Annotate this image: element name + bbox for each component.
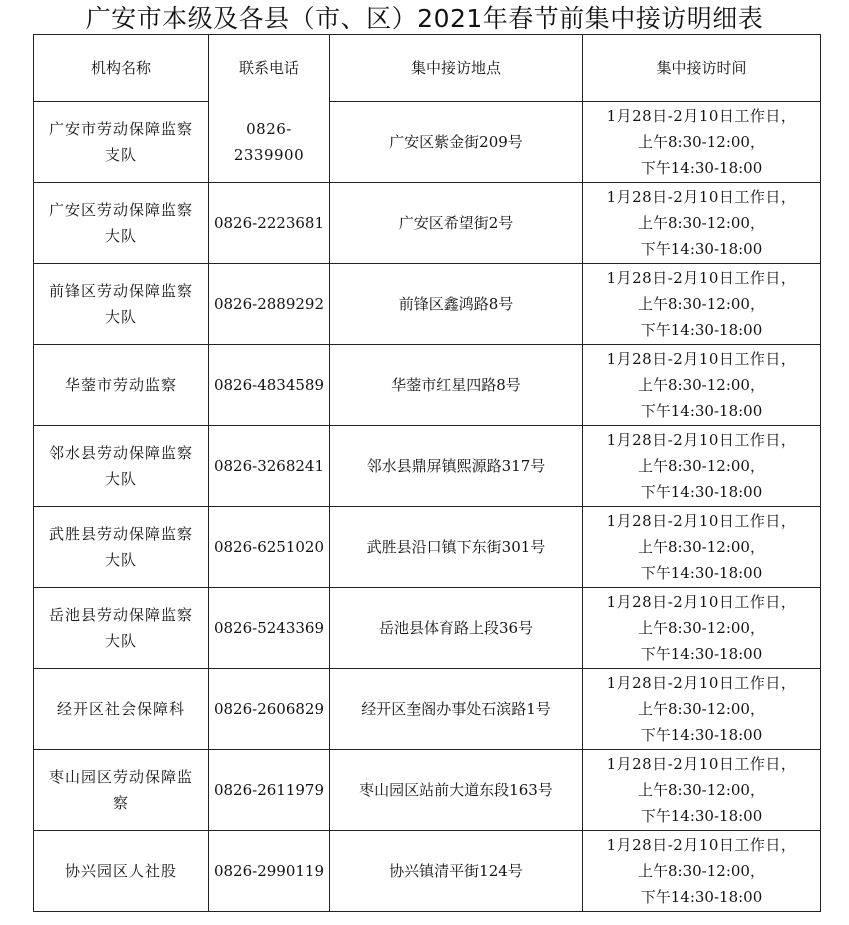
time-line-afternoon: 下午14:30-18:00: [640, 726, 763, 744]
table-row: [34, 183, 821, 264]
table-row: [34, 507, 821, 588]
org-name-cell: 武胜县劳动保障监察大队: [34, 507, 209, 588]
phone-cell: 0826-4834589: [209, 345, 330, 426]
table-row: [34, 588, 821, 669]
org-name-cell: 邻水县劳动保障监察大队: [34, 426, 209, 507]
address-cell: 经开区奎阁办事处石滨路1号: [330, 669, 583, 750]
time-line-afternoon: 下午14:30-18:00: [640, 321, 763, 339]
time-line-morning: 上午8:30-12:00，: [638, 295, 765, 313]
time-cell: [583, 345, 821, 426]
org-name-cell: 协兴园区人社股: [34, 831, 209, 912]
document-title: 广安市本级及各县（市、区）2021年春节前集中接访明细表: [85, 4, 764, 33]
org-name-cell: 经开区社会保障科: [34, 669, 209, 750]
time-line-afternoon: 下午14:30-18:00: [640, 402, 763, 420]
table-row: [34, 102, 821, 183]
time-line-dates: 1月28日-2月10日工作日，: [606, 269, 797, 287]
time-line-dates: 1月28日-2月10日工作日，: [606, 107, 797, 125]
time-line-dates: 1月28日-2月10日工作日，: [606, 836, 797, 854]
time-line-dates: 1月28日-2月10日工作日，: [606, 350, 797, 368]
phone-cell: 0826-2223681: [209, 183, 330, 264]
time-line-morning: 上午8:30-12:00，: [638, 862, 765, 880]
org-name-cell: 广安区劳动保障监察大队: [34, 183, 209, 264]
appointment-table: [33, 34, 821, 912]
phone-cell: 0826-2606829: [209, 669, 330, 750]
phone-cell: 0826-3268241: [209, 426, 330, 507]
time-cell: [583, 669, 821, 750]
time-line-dates: 1月28日-2月10日工作日，: [606, 674, 797, 692]
header-row: [34, 35, 821, 102]
time-line-dates: 1月28日-2月10日工作日，: [606, 755, 797, 773]
time-cell: [583, 831, 821, 912]
time-line-morning: 上午8:30-12:00，: [638, 457, 765, 475]
address-cell: 前锋区鑫鸿路8号: [330, 264, 583, 345]
table-row: [34, 426, 821, 507]
time-cell: [583, 426, 821, 507]
time-cell: [583, 102, 821, 183]
address-cell: 枣山园区站前大道东段163号: [330, 750, 583, 831]
table-row: [34, 750, 821, 831]
phone-cell: 0826-2990119: [209, 831, 330, 912]
time-line-morning: 上午8:30-12:00，: [638, 700, 765, 718]
header-name: 机构名称: [34, 35, 209, 102]
time-line-afternoon: 下午14:30-18:00: [640, 807, 763, 825]
time-line-dates: 1月28日-2月10日工作日，: [606, 512, 797, 530]
time-line-dates: 1月28日-2月10日工作日，: [606, 188, 797, 206]
table-row: [34, 831, 821, 912]
time-line-afternoon: 下午14:30-18:00: [640, 240, 763, 258]
phone-cell: 0826-2339900: [209, 102, 330, 183]
time-line-afternoon: 下午14:30-18:00: [640, 564, 763, 582]
address-cell: 广安区紫金街209号: [330, 102, 583, 183]
org-name-cell: 广安市劳动保障监察支队: [34, 102, 209, 183]
time-cell: [583, 507, 821, 588]
time-line-morning: 上午8:30-12:00，: [638, 376, 765, 394]
time-line-dates: 1月28日-2月10日工作日，: [606, 593, 797, 611]
time-line-morning: 上午8:30-12:00，: [638, 781, 765, 799]
time-line-afternoon: 下午14:30-18:00: [640, 888, 763, 906]
table-row: [34, 345, 821, 426]
header-phone: 联系电话: [209, 35, 330, 102]
header-time: 集中接访时间: [583, 35, 821, 102]
header-address: 集中接访地点: [330, 35, 583, 102]
phone-cell: 0826-6251020: [209, 507, 330, 588]
time-line-dates: 1月28日-2月10日工作日，: [606, 431, 797, 449]
org-name-cell: 岳池县劳动保障监察大队: [34, 588, 209, 669]
phone-cell: 0826-5243369: [209, 588, 330, 669]
time-cell: [583, 264, 821, 345]
org-name-cell: 枣山园区劳动保障监察: [34, 750, 209, 831]
time-line-morning: 上午8:30-12:00，: [638, 133, 765, 151]
address-cell: 武胜县沿口镇下东街301号: [330, 507, 583, 588]
table-row: [34, 669, 821, 750]
address-cell: 协兴镇清平街124号: [330, 831, 583, 912]
time-cell: [583, 183, 821, 264]
table-row: [34, 264, 821, 345]
time-line-morning: 上午8:30-12:00，: [638, 538, 765, 556]
time-line-morning: 上午8:30-12:00，: [638, 214, 765, 232]
time-line-afternoon: 下午14:30-18:00: [640, 645, 763, 663]
time-line-afternoon: 下午14:30-18:00: [640, 483, 763, 501]
org-name-cell: 华蓥市劳动监察: [34, 345, 209, 426]
time-cell: [583, 750, 821, 831]
time-line-morning: 上午8:30-12:00，: [638, 619, 765, 637]
address-cell: 华蓥市红星四路8号: [330, 345, 583, 426]
address-cell: 岳池县体育路上段36号: [330, 588, 583, 669]
time-cell: [583, 588, 821, 669]
phone-cell: 0826-2611979: [209, 750, 330, 831]
org-name-cell: 前锋区劳动保障监察大队: [34, 264, 209, 345]
time-line-afternoon: 下午14:30-18:00: [640, 159, 763, 177]
address-cell: 邻水县鼎屏镇熙源路317号: [330, 426, 583, 507]
address-cell: 广安区希望街2号: [330, 183, 583, 264]
phone-cell: 0826-2889292: [209, 264, 330, 345]
